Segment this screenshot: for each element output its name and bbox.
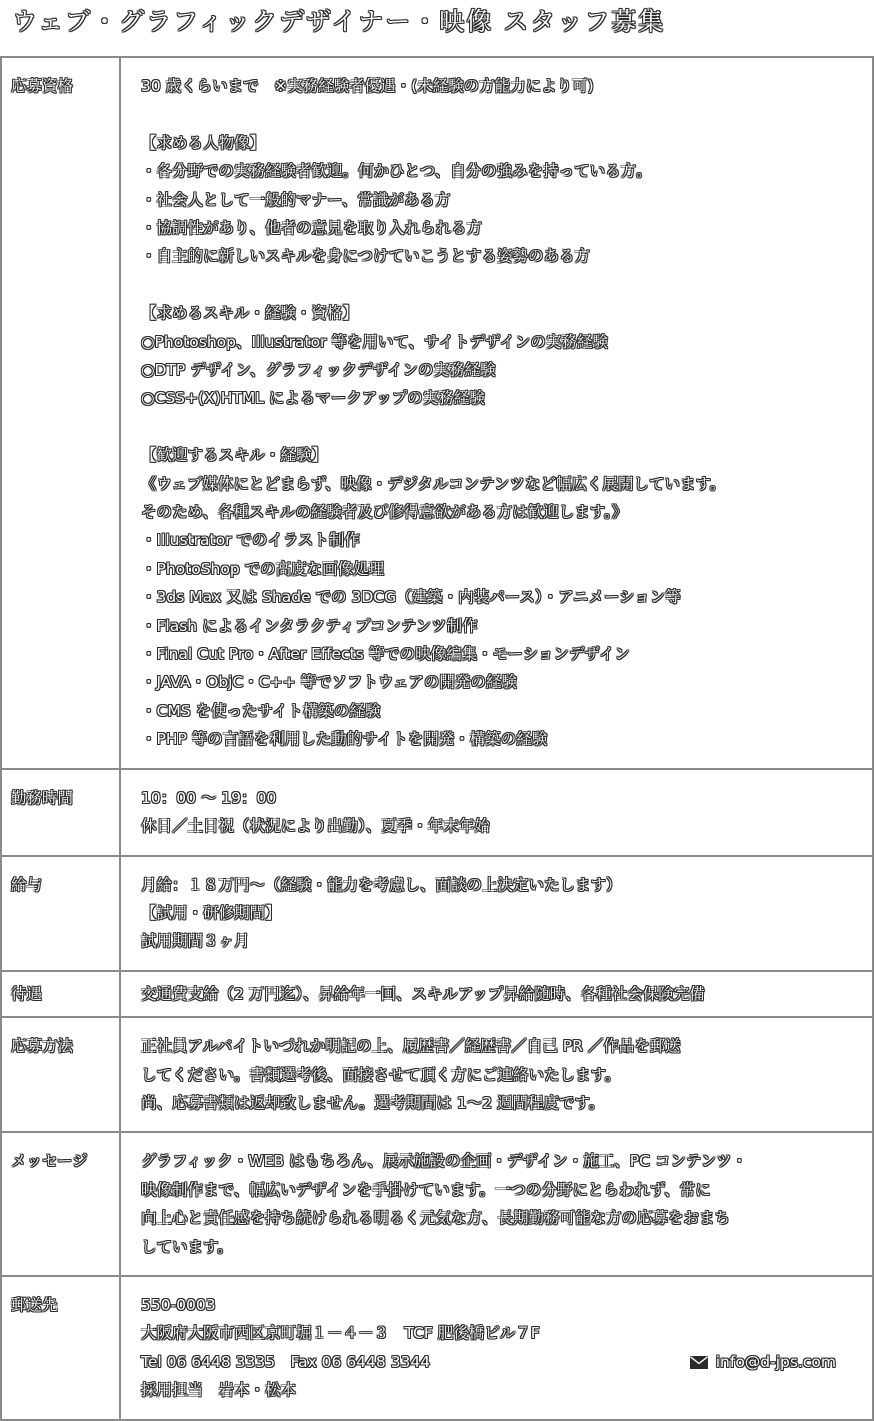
- text-line: ・社会人として一般的マナー、常識がある方: [141, 190, 451, 209]
- spacer: [141, 100, 854, 128]
- text-line: ・Flash によるインタラクティブコンテンツ制作: [141, 616, 478, 635]
- text-line: 試用期間３ヶ月: [141, 932, 250, 951]
- content-apply: [120, 1017, 873, 1132]
- label-qualification: 応募資格: [1, 57, 120, 769]
- content-hours: [120, 769, 873, 856]
- label-benefits: 待遇: [1, 971, 120, 1017]
- text-line: ○DTP デザイン、グラフィックデザインの実務経験: [141, 361, 496, 380]
- row-message: [1, 1132, 873, 1276]
- text-line: ・PhotoShop での高度な画像処理: [141, 559, 385, 578]
- content-qualification: [120, 57, 873, 769]
- phone-email-line: [141, 1348, 854, 1376]
- recruit-contact: 採用担当 岩本・松本: [141, 1381, 297, 1400]
- text-line: 正社員アルバイトいづれか明記の上、履歴書／経歴書／自己 PR ／作品を郵送: [141, 1037, 681, 1056]
- text-line: ・JAVA・ObjC・C++ 等でソフトウェアの開発の経験: [141, 673, 517, 692]
- email-link[interactable]: [690, 1348, 836, 1376]
- text-line: ・自主的に新しいスキルを身につけていこうとする姿勢のある方: [141, 247, 591, 266]
- email-address[interactable]: info@d-jps.com: [715, 1352, 836, 1371]
- label-salary: 給与: [1, 856, 120, 971]
- text-line: 【求める人物像】: [141, 133, 266, 152]
- text-line: 交通費支給（2 万円迄）、昇給年一回、スキルアップ昇給随時、各種社会保険完備: [141, 984, 705, 1003]
- text-line: 尚、応募書類は返却致しません。選考期間は 1～2 週間程度です。: [141, 1093, 605, 1112]
- text-line: 30 歳くらいまで ※実務経験者優遇・(未経験の方能力により可): [141, 77, 594, 95]
- row-benefits: [1, 971, 873, 1017]
- text-line: グラフィック・WEB はもちろん、展示施設の企画・デザイン・施工、PC コンテンツ・: [141, 1152, 748, 1171]
- text-line: ・PHP 等の言語を利用した動的サイトを開発・構築の経験: [141, 730, 548, 749]
- text-line: 休日／土日祝（状況により出勤）、夏季・年末年始: [141, 817, 490, 836]
- row-salary: [1, 856, 873, 971]
- spacer: [141, 271, 854, 299]
- mail-icon: [690, 1356, 708, 1369]
- content-benefits: [120, 971, 873, 1017]
- text-line: ・各分野での実務経験者歓迎。何かひとつ、自分の強みを持っている方。: [141, 162, 652, 181]
- text-line: 【求めるスキル・経験・資格】: [141, 304, 358, 323]
- text-line: 映像制作まで、幅広いデザインを手掛けています。一つの分野にとらわれず、常に: [141, 1180, 711, 1199]
- phone-fax: Tel 06 6448 3335 Fax 06 6448 3344: [141, 1352, 431, 1371]
- text-line: ○CSS+(X)HTML によるマークアップの実務経験: [141, 389, 485, 408]
- text-line: 月給：１８万円～（経験・能力を考慮し、面談の上決定いたします）: [141, 875, 622, 894]
- label-message: メッセージ: [1, 1132, 120, 1276]
- text-line: ・CMS を使ったサイト構築の経験: [141, 701, 381, 720]
- label-hours: 勤務時間: [1, 769, 120, 856]
- text-line: ○Photoshop、Illustrator 等を用いて、サイトデザインの実務経験: [141, 332, 608, 351]
- row-apply: [1, 1017, 873, 1132]
- text-line: 【歓迎するスキル・経験】: [141, 446, 327, 465]
- text-line: してください。書類選考後、面接させて頂く方にご連絡いたします。: [141, 1065, 621, 1084]
- row-qualification: [1, 57, 873, 769]
- postal-code: 550-0003: [141, 1295, 216, 1314]
- content-address: [120, 1276, 873, 1420]
- content-message: [120, 1132, 873, 1276]
- text-line: 【試用・研修期間】: [141, 903, 281, 922]
- text-line: ・Illustrator でのイラスト制作: [141, 531, 360, 550]
- text-line: ・Final Cut Pro・After Effects 等での映像編集・モーションデザイン: [141, 645, 630, 664]
- label-apply: 応募方法: [1, 1017, 120, 1132]
- spacer: [141, 413, 854, 441]
- page-title: ウェブ・グラフィックデザイナー・映像 スタッフ募集: [12, 7, 666, 36]
- text-line: しています。: [141, 1237, 233, 1256]
- street-address: 大阪府大阪市西区京町堀１－４－３ TCF 肥後橋ビル７F: [141, 1324, 540, 1343]
- text-line: ・協調性があり、他者の意見を取り入れられる方: [141, 219, 483, 238]
- text-line: 《ウェブ媒体にとどまらず、映像・デジタルコンテンツなど幅広く展開しています。: [141, 474, 726, 493]
- text-line: 向上心と責任感を持ち続けられる明るく元気な方、長期勤務可能な方の応募をおまち: [141, 1209, 731, 1228]
- text-line: ・3ds Max 又は Shade での 3DCG（建築・内装パース）・アニメーション等: [141, 588, 681, 607]
- row-hours: [1, 769, 873, 856]
- text-line: 10：00 ～ 19：00: [141, 788, 277, 807]
- label-address: 郵送先: [1, 1276, 120, 1420]
- recruitment-table: [0, 56, 874, 1421]
- text-line: そのため、各種スキルの経験者及び修得意欲がある方は歓迎します。》: [141, 503, 628, 522]
- row-address: [1, 1276, 873, 1420]
- content-salary: [120, 856, 873, 971]
